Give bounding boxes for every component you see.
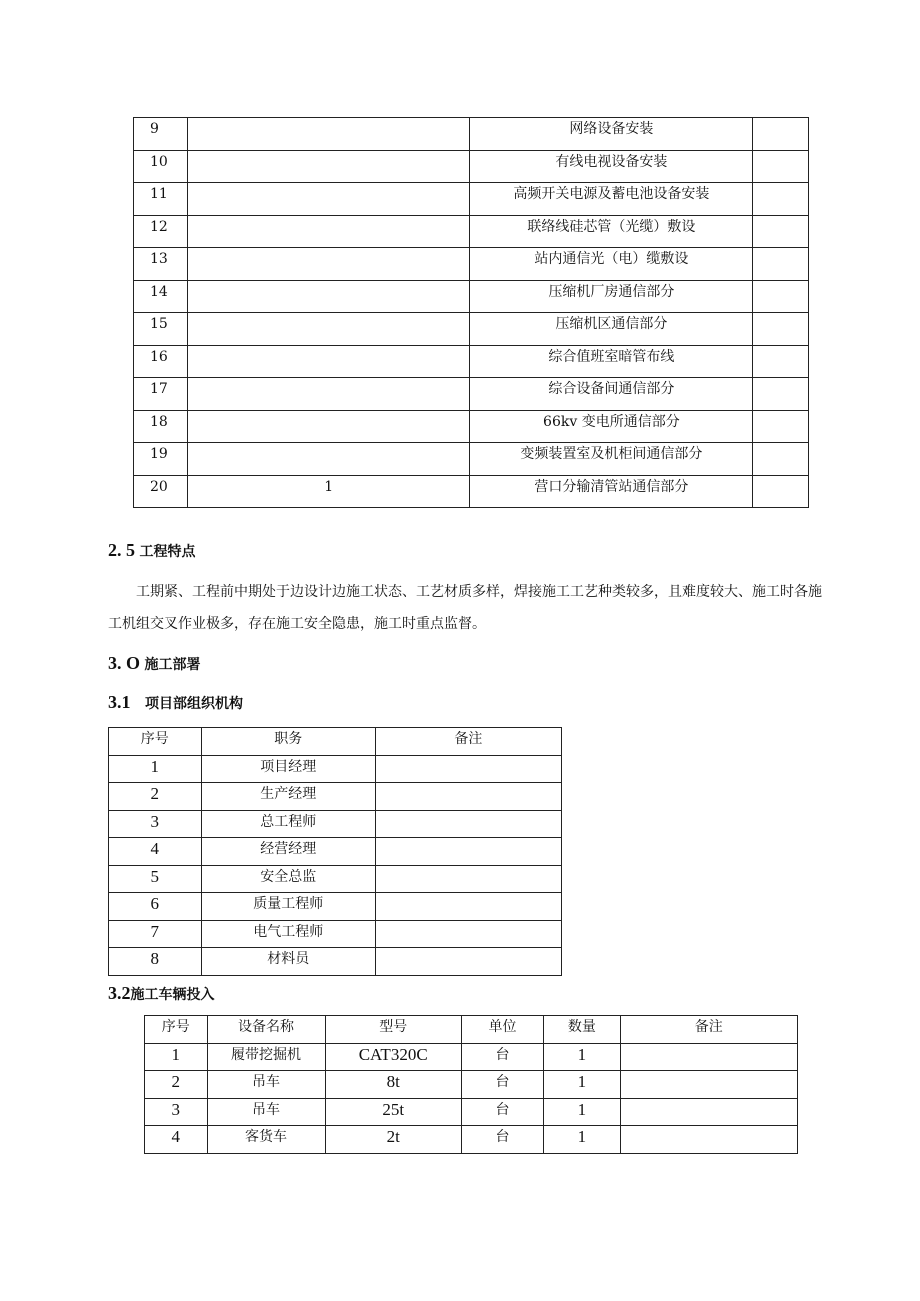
row-mid <box>187 345 470 378</box>
row-item: 高频开关电源及蓄电池设备安装 <box>470 183 753 216</box>
row-number: 17 <box>134 378 188 411</box>
row-number: 11 <box>134 183 188 216</box>
row-mid <box>187 443 470 476</box>
row-last <box>753 215 809 248</box>
table-row <box>134 475 809 508</box>
paragraph-project-features: 工期紧、工程前中期处于边设计边施工状态、工艺材质多样，焊接施工工艺种类较多，且难度较大、施工时各施工机组交叉作业极多，存在施工安全隐患，施工时重点监督。 <box>108 584 822 632</box>
row-role: 安全总监 <box>201 865 375 893</box>
row-last <box>753 313 809 346</box>
row-role: 质量工程师 <box>201 893 375 921</box>
row-equipment-name: 客货车 <box>207 1126 325 1154</box>
table-row <box>109 783 562 811</box>
row-last <box>753 118 809 151</box>
table-row <box>109 810 562 838</box>
row-number: 12 <box>134 215 188 248</box>
row-item: 压缩机区通信部分 <box>470 313 753 346</box>
row-quantity: 1 <box>544 1071 620 1099</box>
section-title: 施工部署 <box>144 657 201 673</box>
row-number: 3 <box>109 810 202 838</box>
row-number: 8 <box>109 948 202 976</box>
row-last <box>753 150 809 183</box>
row-item: 有线电视设备安装 <box>470 150 753 183</box>
row-last <box>753 345 809 378</box>
row-number: 13 <box>134 248 188 281</box>
row-number: 18 <box>134 410 188 443</box>
table-row <box>145 1126 798 1154</box>
row-note <box>375 920 561 948</box>
row-item: 66kv 变电所通信部分 <box>470 410 753 443</box>
section-title: 工程特点 <box>139 544 196 560</box>
row-note <box>620 1071 797 1099</box>
row-item: 综合值班室暗管布线 <box>470 345 753 378</box>
column-header: 型号 <box>325 1016 461 1044</box>
row-equipment-name: 吊车 <box>207 1098 325 1126</box>
row-quantity: 1 <box>544 1043 620 1071</box>
row-unit: 台 <box>461 1043 543 1071</box>
row-note <box>375 865 561 893</box>
row-number: 20 <box>134 475 188 508</box>
row-last <box>753 280 809 313</box>
table-row <box>134 150 809 183</box>
column-header: 备注 <box>620 1016 797 1044</box>
section-number: 3.2 <box>108 983 131 1003</box>
row-item: 变频装置室及机柜间通信部分 <box>470 443 753 476</box>
row-note <box>375 948 561 976</box>
row-model: 8t <box>325 1071 461 1099</box>
row-number: 9 <box>134 118 188 151</box>
row-unit: 台 <box>461 1098 543 1126</box>
row-last <box>753 443 809 476</box>
row-mid <box>187 183 470 216</box>
row-number: 2 <box>109 783 202 811</box>
organization-table <box>108 727 562 976</box>
table-row <box>134 410 809 443</box>
row-item: 联络线硅芯管（光缆）敷设 <box>470 215 753 248</box>
section-number: 3. O <box>108 653 141 673</box>
row-number: 5 <box>109 865 202 893</box>
row-number: 7 <box>109 920 202 948</box>
row-mid <box>187 378 470 411</box>
section-title: 项目部组织机构 <box>145 696 243 712</box>
row-note <box>620 1098 797 1126</box>
table-row <box>145 1071 798 1099</box>
table-row <box>109 920 562 948</box>
row-number: 15 <box>134 313 188 346</box>
table-row <box>134 280 809 313</box>
row-item: 网络设备安装 <box>470 118 753 151</box>
row-mid <box>187 215 470 248</box>
row-mid <box>187 118 470 151</box>
row-note <box>375 783 561 811</box>
row-role: 项目经理 <box>201 755 375 783</box>
row-unit: 台 <box>461 1071 543 1099</box>
row-note <box>620 1126 797 1154</box>
row-role: 总工程师 <box>201 810 375 838</box>
row-role: 生产经理 <box>201 783 375 811</box>
section-heading-3-2 <box>108 983 215 1004</box>
row-number: 1 <box>145 1043 208 1071</box>
table-row <box>109 893 562 921</box>
row-item: 压缩机厂房通信部分 <box>470 280 753 313</box>
row-item: 营口分输清管站通信部分 <box>470 475 753 508</box>
row-last <box>753 410 809 443</box>
vehicles-table <box>144 1015 798 1154</box>
table-row <box>109 948 562 976</box>
column-header: 数量 <box>544 1016 620 1044</box>
column-header: 单位 <box>461 1016 543 1044</box>
row-model: CAT320C <box>325 1043 461 1071</box>
row-quantity: 1 <box>544 1126 620 1154</box>
row-mid <box>187 313 470 346</box>
row-number: 3 <box>145 1098 208 1126</box>
table-header-row <box>109 728 562 756</box>
row-equipment-name: 吊车 <box>207 1071 325 1099</box>
table-row <box>109 755 562 783</box>
row-mid <box>187 280 470 313</box>
row-mid <box>187 248 470 281</box>
section-number: 2. 5 <box>108 540 135 560</box>
table-row <box>134 248 809 281</box>
construction-items-table <box>133 117 809 508</box>
row-model: 25t <box>325 1098 461 1126</box>
row-number: 1 <box>109 755 202 783</box>
table-row <box>134 183 809 216</box>
row-model: 2t <box>325 1126 461 1154</box>
row-item: 综合设备间通信部分 <box>470 378 753 411</box>
column-header: 职务 <box>201 728 375 756</box>
row-note <box>375 838 561 866</box>
row-quantity: 1 <box>544 1098 620 1126</box>
row-number: 14 <box>134 280 188 313</box>
table-row <box>145 1043 798 1071</box>
row-number: 19 <box>134 443 188 476</box>
row-mid <box>187 150 470 183</box>
row-mid <box>187 410 470 443</box>
row-role: 经营经理 <box>201 838 375 866</box>
row-note <box>375 893 561 921</box>
table-header-row <box>145 1016 798 1044</box>
row-role: 电气工程师 <box>201 920 375 948</box>
row-last <box>753 183 809 216</box>
row-note <box>375 810 561 838</box>
table-row <box>109 838 562 866</box>
row-last <box>753 248 809 281</box>
row-mid: 1 <box>187 475 470 508</box>
row-number: 16 <box>134 345 188 378</box>
row-number: 2 <box>145 1071 208 1099</box>
column-header: 序号 <box>109 728 202 756</box>
section-heading-2-5 <box>108 540 196 561</box>
table-row <box>109 865 562 893</box>
table-row <box>134 313 809 346</box>
section-title: 施工车辆投入 <box>130 987 215 1003</box>
table-row <box>134 215 809 248</box>
row-number: 6 <box>109 893 202 921</box>
row-last <box>753 475 809 508</box>
row-number: 4 <box>109 838 202 866</box>
table-row <box>134 345 809 378</box>
row-role: 材料员 <box>201 948 375 976</box>
table-row <box>145 1098 798 1126</box>
row-last <box>753 378 809 411</box>
table-row <box>134 378 809 411</box>
row-note <box>375 755 561 783</box>
section-number: 3.1 <box>108 692 131 712</box>
section-heading-3-1 <box>108 692 243 713</box>
row-number: 4 <box>145 1126 208 1154</box>
column-header: 序号 <box>145 1016 208 1044</box>
table-row <box>134 443 809 476</box>
column-header: 备注 <box>375 728 561 756</box>
row-equipment-name: 履带挖掘机 <box>207 1043 325 1071</box>
row-number: 10 <box>134 150 188 183</box>
column-header: 设备名称 <box>207 1016 325 1044</box>
section-heading-3-0 <box>108 653 201 674</box>
row-note <box>620 1043 797 1071</box>
row-item: 站内通信光（电）缆敷设 <box>470 248 753 281</box>
table-row <box>134 118 809 151</box>
row-unit: 台 <box>461 1126 543 1154</box>
